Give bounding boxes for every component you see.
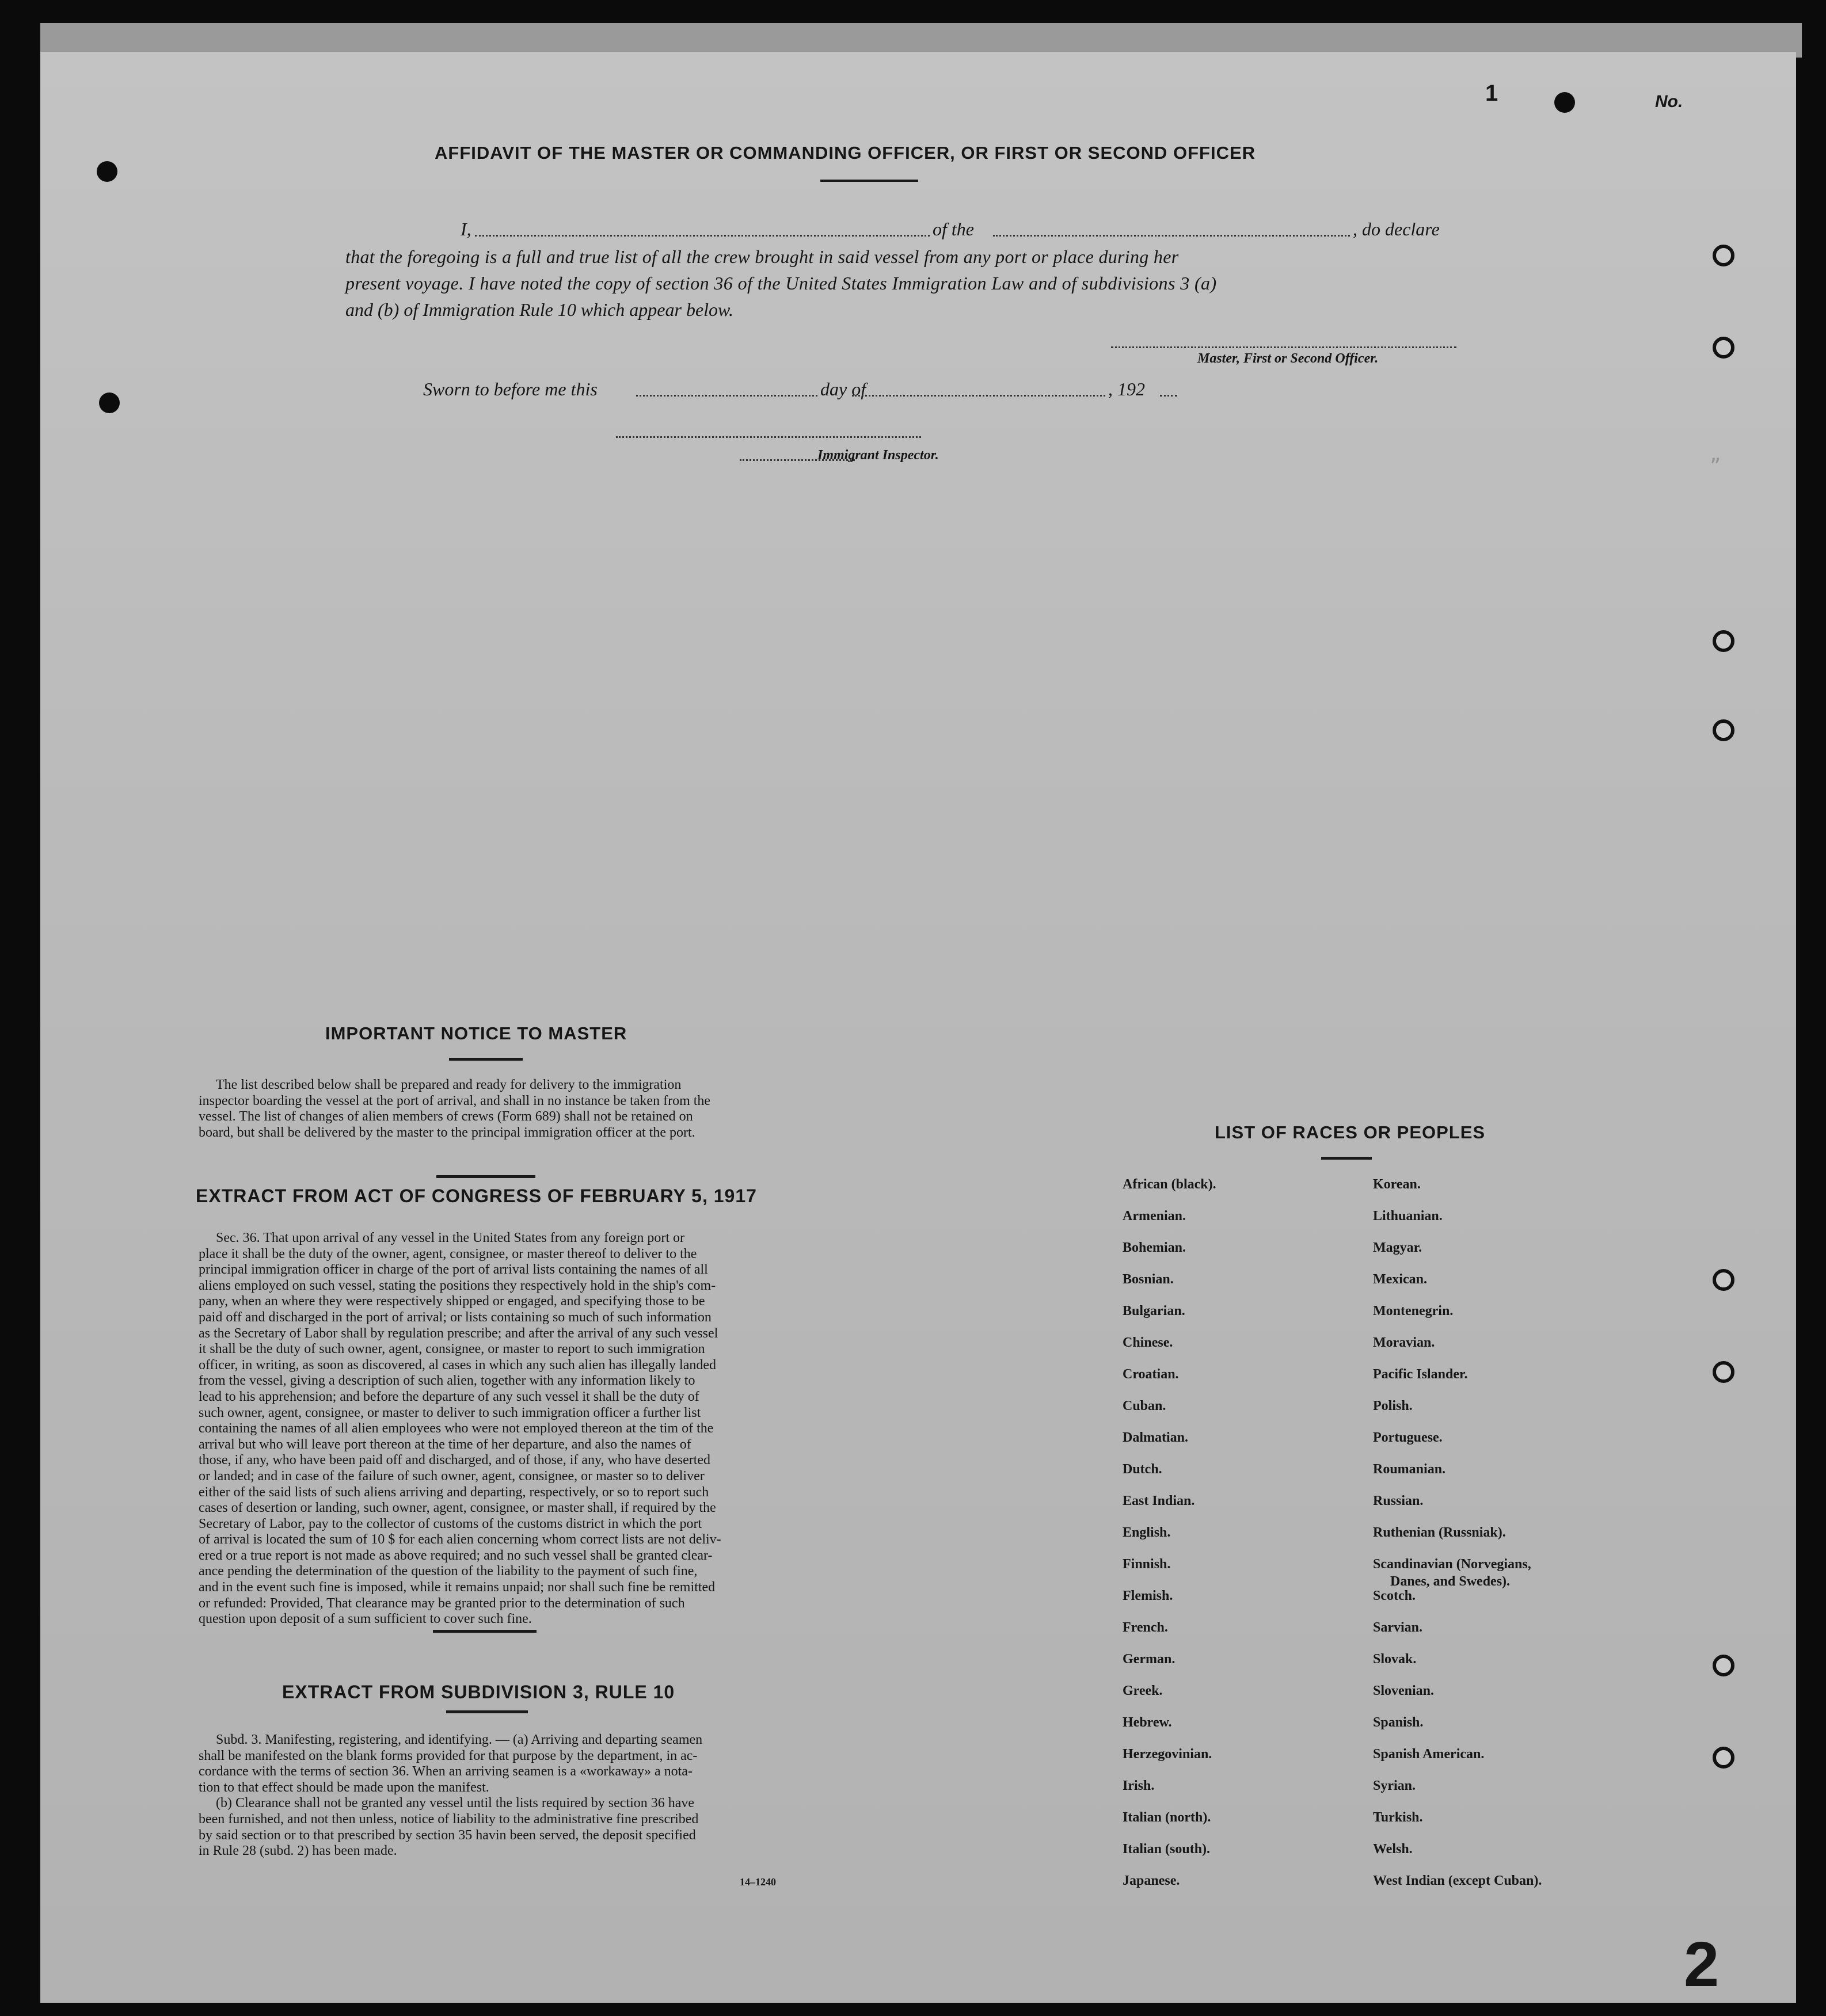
act-line: as the Secretary of Labor shall by regulation prescribe; and after the arrival of any such vessel [199, 1325, 718, 1341]
corner-mark: 1 [1485, 81, 1498, 106]
rule-title: EXTRACT FROM SUBDIVISION 3, RULE 10 [282, 1682, 675, 1702]
rule-line: Subd. 3. Manifesting, registering, and identifying. — (a) Arriving and departing seamen [216, 1732, 703, 1747]
race-item: Japanese. [1123, 1873, 1180, 1888]
act-line: arrival but who will leave port thereon at the time of her departure, and also the names of [199, 1436, 691, 1452]
act-title: EXTRACT FROM ACT OF CONGRESS OF FEBRUARY 5, 1917 [196, 1186, 757, 1206]
race-item: East Indian. [1123, 1493, 1195, 1508]
sworn-day-line[interactable] [636, 395, 817, 397]
race-item: Italian (north). [1123, 1810, 1211, 1825]
act-line: it shall be the duty of such owner, agent, consignee, or master to report to such immigration [199, 1342, 705, 1357]
race-item: Syrian. [1373, 1778, 1416, 1793]
race-item: Pacific Islander. [1373, 1367, 1468, 1382]
race-item: Cuban. [1123, 1398, 1166, 1413]
race-item: Sarvian. [1373, 1620, 1423, 1635]
race-item: Korean. [1373, 1177, 1421, 1192]
act-line: lead to his apprehension; and before the departure of any such vessel it shall be the duty of [199, 1389, 699, 1404]
race-item: Slovak. [1373, 1652, 1417, 1667]
act-line: Secretary of Labor, pay to the collector of customs of the customs district in which the port [199, 1516, 702, 1531]
act-text [199, 1230, 855, 1628]
punch-hole [97, 161, 117, 182]
act-line: such owner, agent, consignee, or master to deliver to such immigration officer a further list [199, 1405, 701, 1420]
race-item: Slovenian. [1373, 1683, 1435, 1698]
race-item: Roumanian. [1373, 1462, 1446, 1477]
race-item: Herzegovinian. [1123, 1747, 1212, 1762]
act-line: and in the event such fine is imposed, while it remains unpaid; nor shall such fine be remitted [199, 1580, 716, 1595]
year-label: , 192 [1108, 379, 1145, 399]
race-item: Magyar. [1373, 1240, 1422, 1255]
race-item: Spanish American. [1373, 1747, 1485, 1762]
rule-line: cordance with the terms of section 36. When an arriving seamen is a «workaway» a nota- [199, 1764, 693, 1779]
notice-title-rule [449, 1058, 523, 1061]
race-item: Bulgarian. [1123, 1304, 1185, 1318]
race-item: Greek. [1123, 1683, 1163, 1698]
act-line: ance pending the determination of the question of the liability to the payment of such fine, [199, 1564, 698, 1579]
act-line: paid off and discharged in the port of arrival; or lists containing so much of such information [199, 1309, 712, 1325]
binding-ring [1713, 1269, 1734, 1291]
binding-ring [1713, 630, 1734, 652]
notice-title: IMPORTANT NOTICE TO MASTER [325, 1023, 627, 1043]
notice-line: The list described below shall be prepared and ready for delivery to the immigration [216, 1077, 682, 1092]
race-item: Flemish. [1123, 1588, 1173, 1603]
act-line: either of the said lists of such aliens arriving and departing, respectively, or so to report such [199, 1484, 709, 1500]
master-signature-line[interactable] [1111, 346, 1456, 348]
race-item: Bosnian. [1123, 1272, 1174, 1287]
binding-ring [1713, 245, 1734, 266]
binding-ring [1713, 1361, 1734, 1383]
sworn-year-line[interactable] [1160, 395, 1177, 397]
race-item: Scandinavian (Norvegians, [1373, 1557, 1531, 1572]
act-line: containing the names of all alien employees who were not employed thereon at the tim of the [199, 1421, 714, 1436]
act-line: question upon deposit of a sum sufficient to cover such fine. [199, 1611, 532, 1627]
affidavit-line-4: and (b) of Immigration Rule 10 which appear below. [345, 299, 733, 320]
race-item: German. [1123, 1652, 1176, 1667]
sworn-month-line[interactable] [852, 395, 1105, 397]
act-line: pany, when an where they were respectively shipped or engaged, and specifying those to be [199, 1294, 705, 1309]
rule-line: been furnished, and not then unless, notice of liability to the administrative fine prescribed [199, 1811, 699, 1827]
rule-line: shall be manifested on the blank forms provided for that purpose by the department, in ac- [199, 1748, 698, 1763]
binding-ring [1713, 337, 1734, 359]
race-item: Danes, and Swedes). [1390, 1574, 1511, 1589]
page-mark: No. [1655, 92, 1683, 111]
binding-ring [1713, 1655, 1734, 1676]
act-line: principal immigration officer in charge of the port of arrival lists containing the names of all [199, 1262, 708, 1278]
punch-hole [1554, 92, 1575, 113]
inspector-signature-line[interactable] [616, 436, 921, 438]
race-item: West Indian (except Cuban). [1373, 1873, 1542, 1888]
race-item: Spanish. [1373, 1715, 1424, 1730]
notice-line: board, but shall be delivered by the master to the principal immigration officer at the port. [199, 1125, 695, 1140]
binding-ring [1713, 1747, 1734, 1769]
race-item: Scotch. [1373, 1588, 1416, 1603]
rule-text [199, 1732, 855, 1859]
races-title: LIST OF RACES OR PEOPLES [1215, 1122, 1486, 1142]
rule-line: tion to that effect should be made upon the manifest. [199, 1779, 489, 1795]
act-line: place it shall be the duty of the owner, agent, consignee, or master thereof to deliver to the [199, 1246, 697, 1262]
day-of-label: day of [820, 379, 866, 399]
act-bottom-rule [433, 1630, 537, 1633]
race-item: Welsh. [1373, 1842, 1413, 1857]
race-item: Armenian. [1123, 1209, 1186, 1224]
race-item: Lithuanian. [1373, 1209, 1443, 1224]
affidavit-line-3: present voyage. I have noted the copy of section 36 of the United States Immigration Law and of subdivisions 3 (a) [345, 273, 1217, 294]
act-line: officer, in writing, as soon as discovered, al cases in which any such alien has illegally landed [199, 1357, 717, 1373]
race-item: English. [1123, 1525, 1171, 1540]
vessel-name-line[interactable] [993, 235, 1350, 237]
do-declare-label: , do declare [1353, 219, 1440, 239]
notice-text [199, 1077, 855, 1141]
act-line: of arrival is located the sum of 10 $ for each alien concerning whom correct lists are not deliv- [199, 1532, 721, 1548]
inspector-label: Immigrant Inspector. [817, 448, 939, 463]
form-number: 14–1240 [740, 1876, 776, 1888]
race-item: Chinese. [1123, 1335, 1173, 1350]
race-item: Dalmatian. [1123, 1430, 1188, 1445]
affidavit-line-2: that the foregoing is a full and true list of all the crew brought in said vessel from any port or place during her [345, 246, 1179, 267]
race-item: Ruthenian (Russniak). [1373, 1525, 1506, 1540]
race-item: Turkish. [1373, 1810, 1423, 1825]
race-item: Italian (south). [1123, 1842, 1211, 1857]
declarant-label: I, [461, 219, 471, 239]
race-item: Dutch. [1123, 1462, 1162, 1477]
rule-line: (b) Clearance shall not be granted any vessel until the lists required by section 36 have [216, 1796, 695, 1811]
sworn-label: Sworn to before me this [423, 379, 598, 399]
race-item: Finnish. [1123, 1557, 1171, 1572]
act-line: those, if any, who have been paid off and discharged, and of those, if any, who have deserted [199, 1453, 711, 1468]
act-line: Sec. 36. That upon arrival of any vessel in the United States from any foreign port or [216, 1230, 685, 1245]
punch-hole [99, 392, 120, 413]
race-item: Portuguese. [1373, 1430, 1443, 1445]
race-item: African (black). [1123, 1177, 1216, 1192]
affidavit-title-rule [820, 180, 918, 182]
race-item: Montenegrin. [1373, 1304, 1454, 1318]
race-item: Croatian. [1123, 1367, 1179, 1382]
rule-line: in Rule 28 (subd. 2) has been made. [199, 1843, 397, 1859]
race-item: Bohemian. [1123, 1240, 1186, 1255]
race-item: French. [1123, 1620, 1168, 1635]
of-the-label: of the [933, 219, 974, 239]
act-line: from the vessel, giving a description of such alien, together with any information likely to [199, 1373, 695, 1389]
master-signature-label: Master, First or Second Officer. [1197, 351, 1379, 366]
race-item: Polish. [1373, 1398, 1413, 1413]
race-item: Hebrew. [1123, 1715, 1172, 1730]
act-line: ered or a true report is not made as above required; and no such vessel shall be granted clear- [199, 1548, 713, 1563]
act-line: or refunded: Provided, That clearance may be granted prior to the determination of such [199, 1595, 685, 1611]
stamp-mark: 2 [1684, 1929, 1720, 2000]
race-item: Mexican. [1373, 1272, 1427, 1287]
binding-ring [1713, 719, 1734, 741]
act-line: cases of desertion or landing, such owner, agent, consignee, or master shall, if required by the [199, 1500, 716, 1516]
notice-line: inspector boarding the vessel at the port of arrival, and shall in no instance be taken from the [199, 1093, 711, 1108]
notice-line: vessel. The list of changes of alien members of crews (Form 689) shall not be retained on [199, 1109, 693, 1125]
race-item: Irish. [1123, 1778, 1155, 1793]
rule-line: by said section or to that prescribed by section 35 havin been served, the deposit specified [199, 1827, 696, 1843]
act-line: aliens employed on such vessel, stating the positions they respectively hold in the ship's com- [199, 1278, 716, 1293]
race-item: Russian. [1373, 1493, 1424, 1508]
races-title-rule [1321, 1157, 1372, 1160]
rule-title-rule [446, 1710, 528, 1713]
act-line: or landed; and in case of the failure of such owner, agent, consignee, or master so to deliver [199, 1468, 705, 1484]
declarant-name-line[interactable] [475, 235, 930, 237]
act-title-top-rule [436, 1175, 535, 1178]
race-item: Moravian. [1373, 1335, 1435, 1350]
form-sheet: ” AFFIDAVIT OF THE MASTER OR COMMANDING OFFICER, OR FIRST OR SECOND OFFICER I, of the , do declare that the foregoing is a full and true list of all the crew brought in said vessel from any port or place during her present voyage. I have noted the copy of section 36 of the United States Immigration Law and of subdivisions 3 (a) and (b) of Immigration Rule 10 which appear below. Master, First or Second Officer. Sworn to before me this day of , 192 Immigrant Inspector. IMPORTANT NOTICE TO MASTER The list described below shall be prepared and ready for delivery to the immigration inspector boarding the vessel at the port of arrival, and shall in no instance be taken from the vessel. The list of changes of alien members of crews (Form 689) shall not be retained on board, but shall be delivered by the master to the principal immigration officer at the port. EXTRACT FROM ACT OF CONGRESS OF FEBRUARY 5, 1917 Sec. 36. That upon arrival of any vessel in the United States from any foreign port or place it shall be the duty of the owner, agent, consignee, or master thereof to deliver to the principal immigration officer in charge of the port of arrival lists containing the names of all aliens employed on such vessel, stating the positions they respectively hold in the ship's com- pany, when an where they were respectively shipped or engaged, and specifying those to be paid off and discharged in the port of arrival; or lists containing so much of such information as the Secretary of Labor shall by regulation prescribe; and after the arrival of any such vessel it shall be the duty of such owner, agent, consignee, or master to report to such immigration officer, in writing, as soon as discovered, al cases in which any such alien has illegally landed from the vessel, giving a description of such alien, together with any information likely to lead to his apprehension; and before the departure of any such vessel it shall be the duty of such owner, agent, consignee, or master to deliver to such immigration officer a further list containing the names of all alien employees who were not employed thereon at the tim of the arrival but who will leave port thereon at the time of her departure, and also the names of those, if any, who have been paid off and discharged, and of those, if any, who have deserted or landed; and in case of the failure of such owner, agent, consignee, or master so to deliver either of the said lists of such aliens arriving and departing, respectively, or so to report such cases of desertion or landing, such owner, agent, consignee, or master shall, if required by the Secretary of Labor, pay to the collector of customs of the customs district in which the port of arrival is located the sum of 10 $ for each alien concerning whom correct lists are not deliv- ered or a true report is not made as above required; and no such vessel shall be granted clear- ance pending the determination of the question of the liability to the payment of such fine, and in the event such fine is imposed, while it remains unpaid; nor shall such fine be remitted or refunded: Provided, That clearance may be granted prior to the determination of such question upon deposit of a sum sufficient to cover such fine. EXTRACT FROM SUBDIVISION 3, RULE 10 Subd. 3. Manifesting, registering, and identifying. — (a) Arriving and departing seamen shall be manifested on the blank forms provided for that purpose by the department, in ac- cordance with the terms of section 36. When an arriving seamen is a «workaway» a nota- tion to that effect should be made upon the manifest. (b) Clearance shall not be granted any vessel until the lists required by section 36 have been furnished, and not then unless, notice of liability to the administrative fine prescribed by said section or to that prescribed by section 35 havin been served, the deposit specified in Rule 28 (subd. 2) has been made. 14–1240 LIST OF RACES OR PEOPLES African (black). Armenian. Bohemian. Bosnian. Bulgarian. Chinese. Croatian. Cuban. Dalmatian. Dutch. East Indian. English. Finnish. Flemish. French. German. Greek. Hebrew. Herzegovinian. Irish. Italian (north). Italian (south). Japanese. Korean. Lithuanian. Magyar. Mexican. Montenegrin. Moravian. Pacific Islander. Polish. Portuguese. Roumanian. Russian. Ruthenian (Russniak). Scandinavian (Norvegians, Danes, and Swedes). Scotch. Sarvian. Slovak. Slovenian. Spanish. Spanish American. Syrian. Turkish. Welsh. West Indian (except Cuban). 1 No. 2 [40, 52, 1796, 2003]
affidavit-title: AFFIDAVIT OF THE MASTER OR COMMANDING OFFICER, OR FIRST OR SECOND OFFICER [435, 143, 1256, 163]
